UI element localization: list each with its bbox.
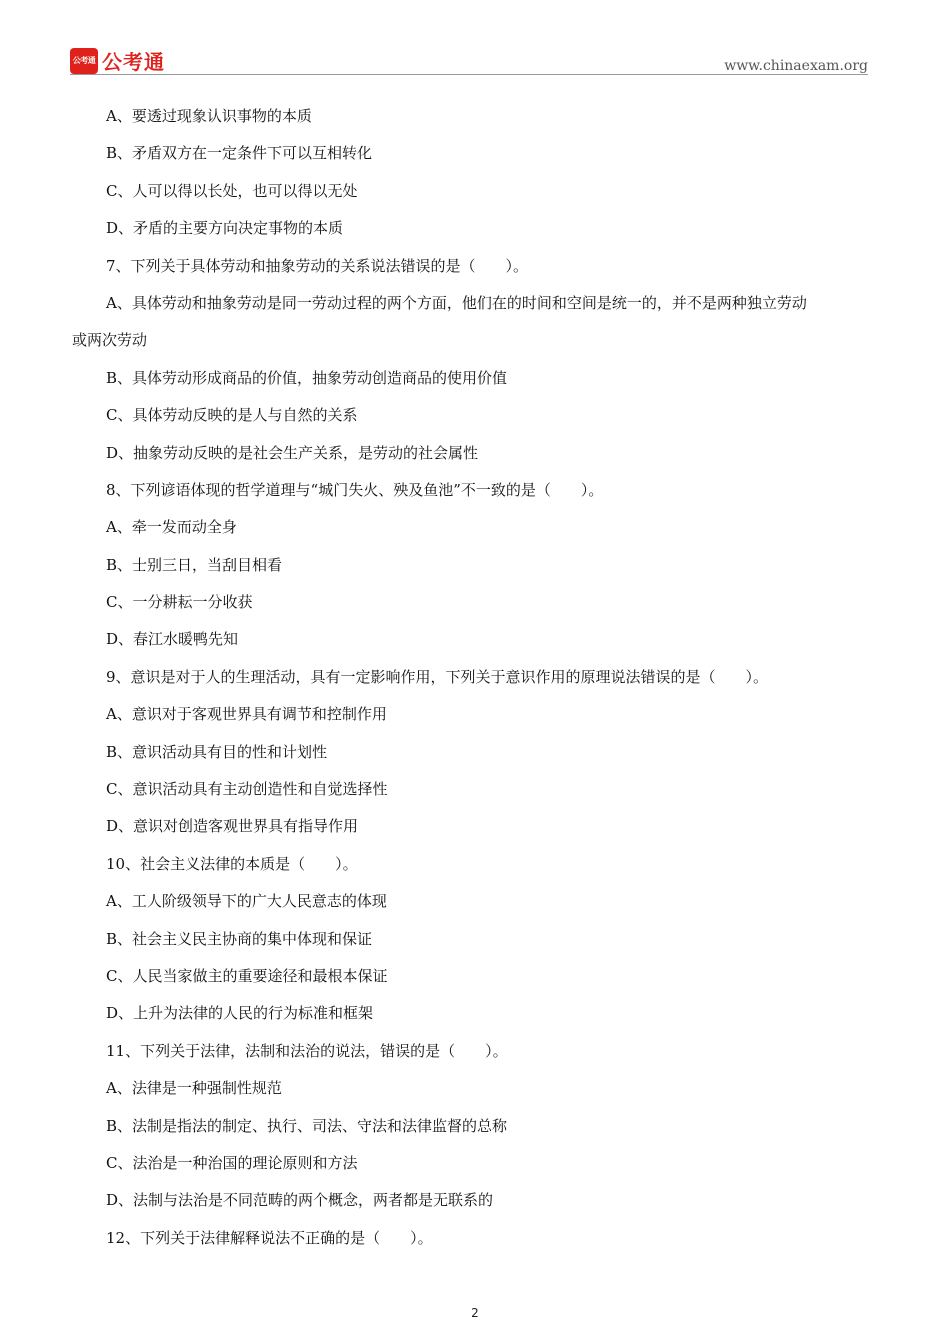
option-line: C、人民当家做主的重要途径和最根本保证: [106, 966, 388, 985]
question-line: 12、下列关于法律解释说法不正确的是（ ）。: [106, 1228, 433, 1247]
option-line: C、法治是一种治国的理论原则和方法: [106, 1153, 358, 1172]
option-line: C、意识活动具有主动创造性和自觉选择性: [106, 780, 388, 799]
option-line: A、工人阶级领导下的广大人民意志的体现: [106, 892, 387, 911]
option-line: A、要透过现象认识事物的本质: [106, 107, 312, 125]
question-line: 8、下列谚语体现的哲学道理与“城门失火、殃及鱼池”不一致的是（ ）。: [106, 480, 604, 499]
option-line: B、矛盾双方在一定条件下可以互相转化: [106, 144, 373, 163]
option-line: B、士别三日，当刮目相看: [106, 555, 283, 574]
option-line-continuation: 或两次劳动: [72, 331, 148, 350]
logo: [70, 46, 165, 75]
option-line: B、具体劳动形成商品的价值，抽象劳动创造商品的使用价值: [106, 368, 508, 387]
option-line: D、法制与法治是不同范畴的两个概念，两者都是无联系的: [106, 1191, 494, 1210]
question-line: 10、社会主义法律的本质是（ ）。: [106, 854, 358, 873]
option-line: B、意识活动具有目的性和计划性: [106, 742, 328, 761]
option-line: B、法制是指法的制定、执行、司法、守法和法律监督的总称: [106, 1116, 508, 1135]
site-url: www.chinaexam.org: [724, 58, 868, 74]
option-line: A、法律是一种强制性规范: [106, 1079, 282, 1098]
option-line: D、意识对创造客观世界具有指导作用: [106, 817, 359, 836]
option-line: A、具体劳动和抽象劳动是同一劳动过程的两个方面，他们在的时间和空间是统一的，并不是两种独立劳动: [106, 293, 807, 312]
logo-badge-icon: 公考通: [70, 48, 98, 74]
option-line: C、具体劳动反映的是人与自然的关系: [106, 406, 358, 425]
option-line: B、社会主义民主协商的集中体现和保证: [106, 929, 373, 948]
header-divider: [70, 74, 868, 75]
question-line: 11、下列关于法律，法制和法治的说法，错误的是（ ）。: [106, 1041, 508, 1060]
option-line: D、抽象劳动反映的是社会生产关系，是劳动的社会属性: [106, 443, 479, 462]
option-line: D、上升为法律的人民的行为标准和框架: [106, 1004, 374, 1023]
option-line: C、一分耕耘一分收获: [106, 593, 253, 612]
option-line: A、牵一发而动全身: [106, 518, 237, 537]
option-line: D、春江水暖鸭先知: [106, 630, 239, 649]
question-line: 9、意识是对于人的生理活动，具有一定影响作用，下列关于意识作用的原理说法错误的是（ ）。: [106, 667, 769, 686]
option-line: A、意识对于客观世界具有调节和控制作用: [106, 705, 387, 724]
page-number: 2: [471, 1306, 479, 1320]
question-line: 7、下列关于具体劳动和抽象劳动的关系说法错误的是（ ）。: [106, 256, 529, 275]
page-header: [70, 46, 868, 76]
logo-text: 公考通: [102, 50, 165, 74]
option-line: C、人可以得以长处，也可以得以无处: [106, 181, 358, 200]
option-line: D、矛盾的主要方向决定事物的本质: [106, 219, 344, 238]
document-body: [72, 98, 880, 1257]
